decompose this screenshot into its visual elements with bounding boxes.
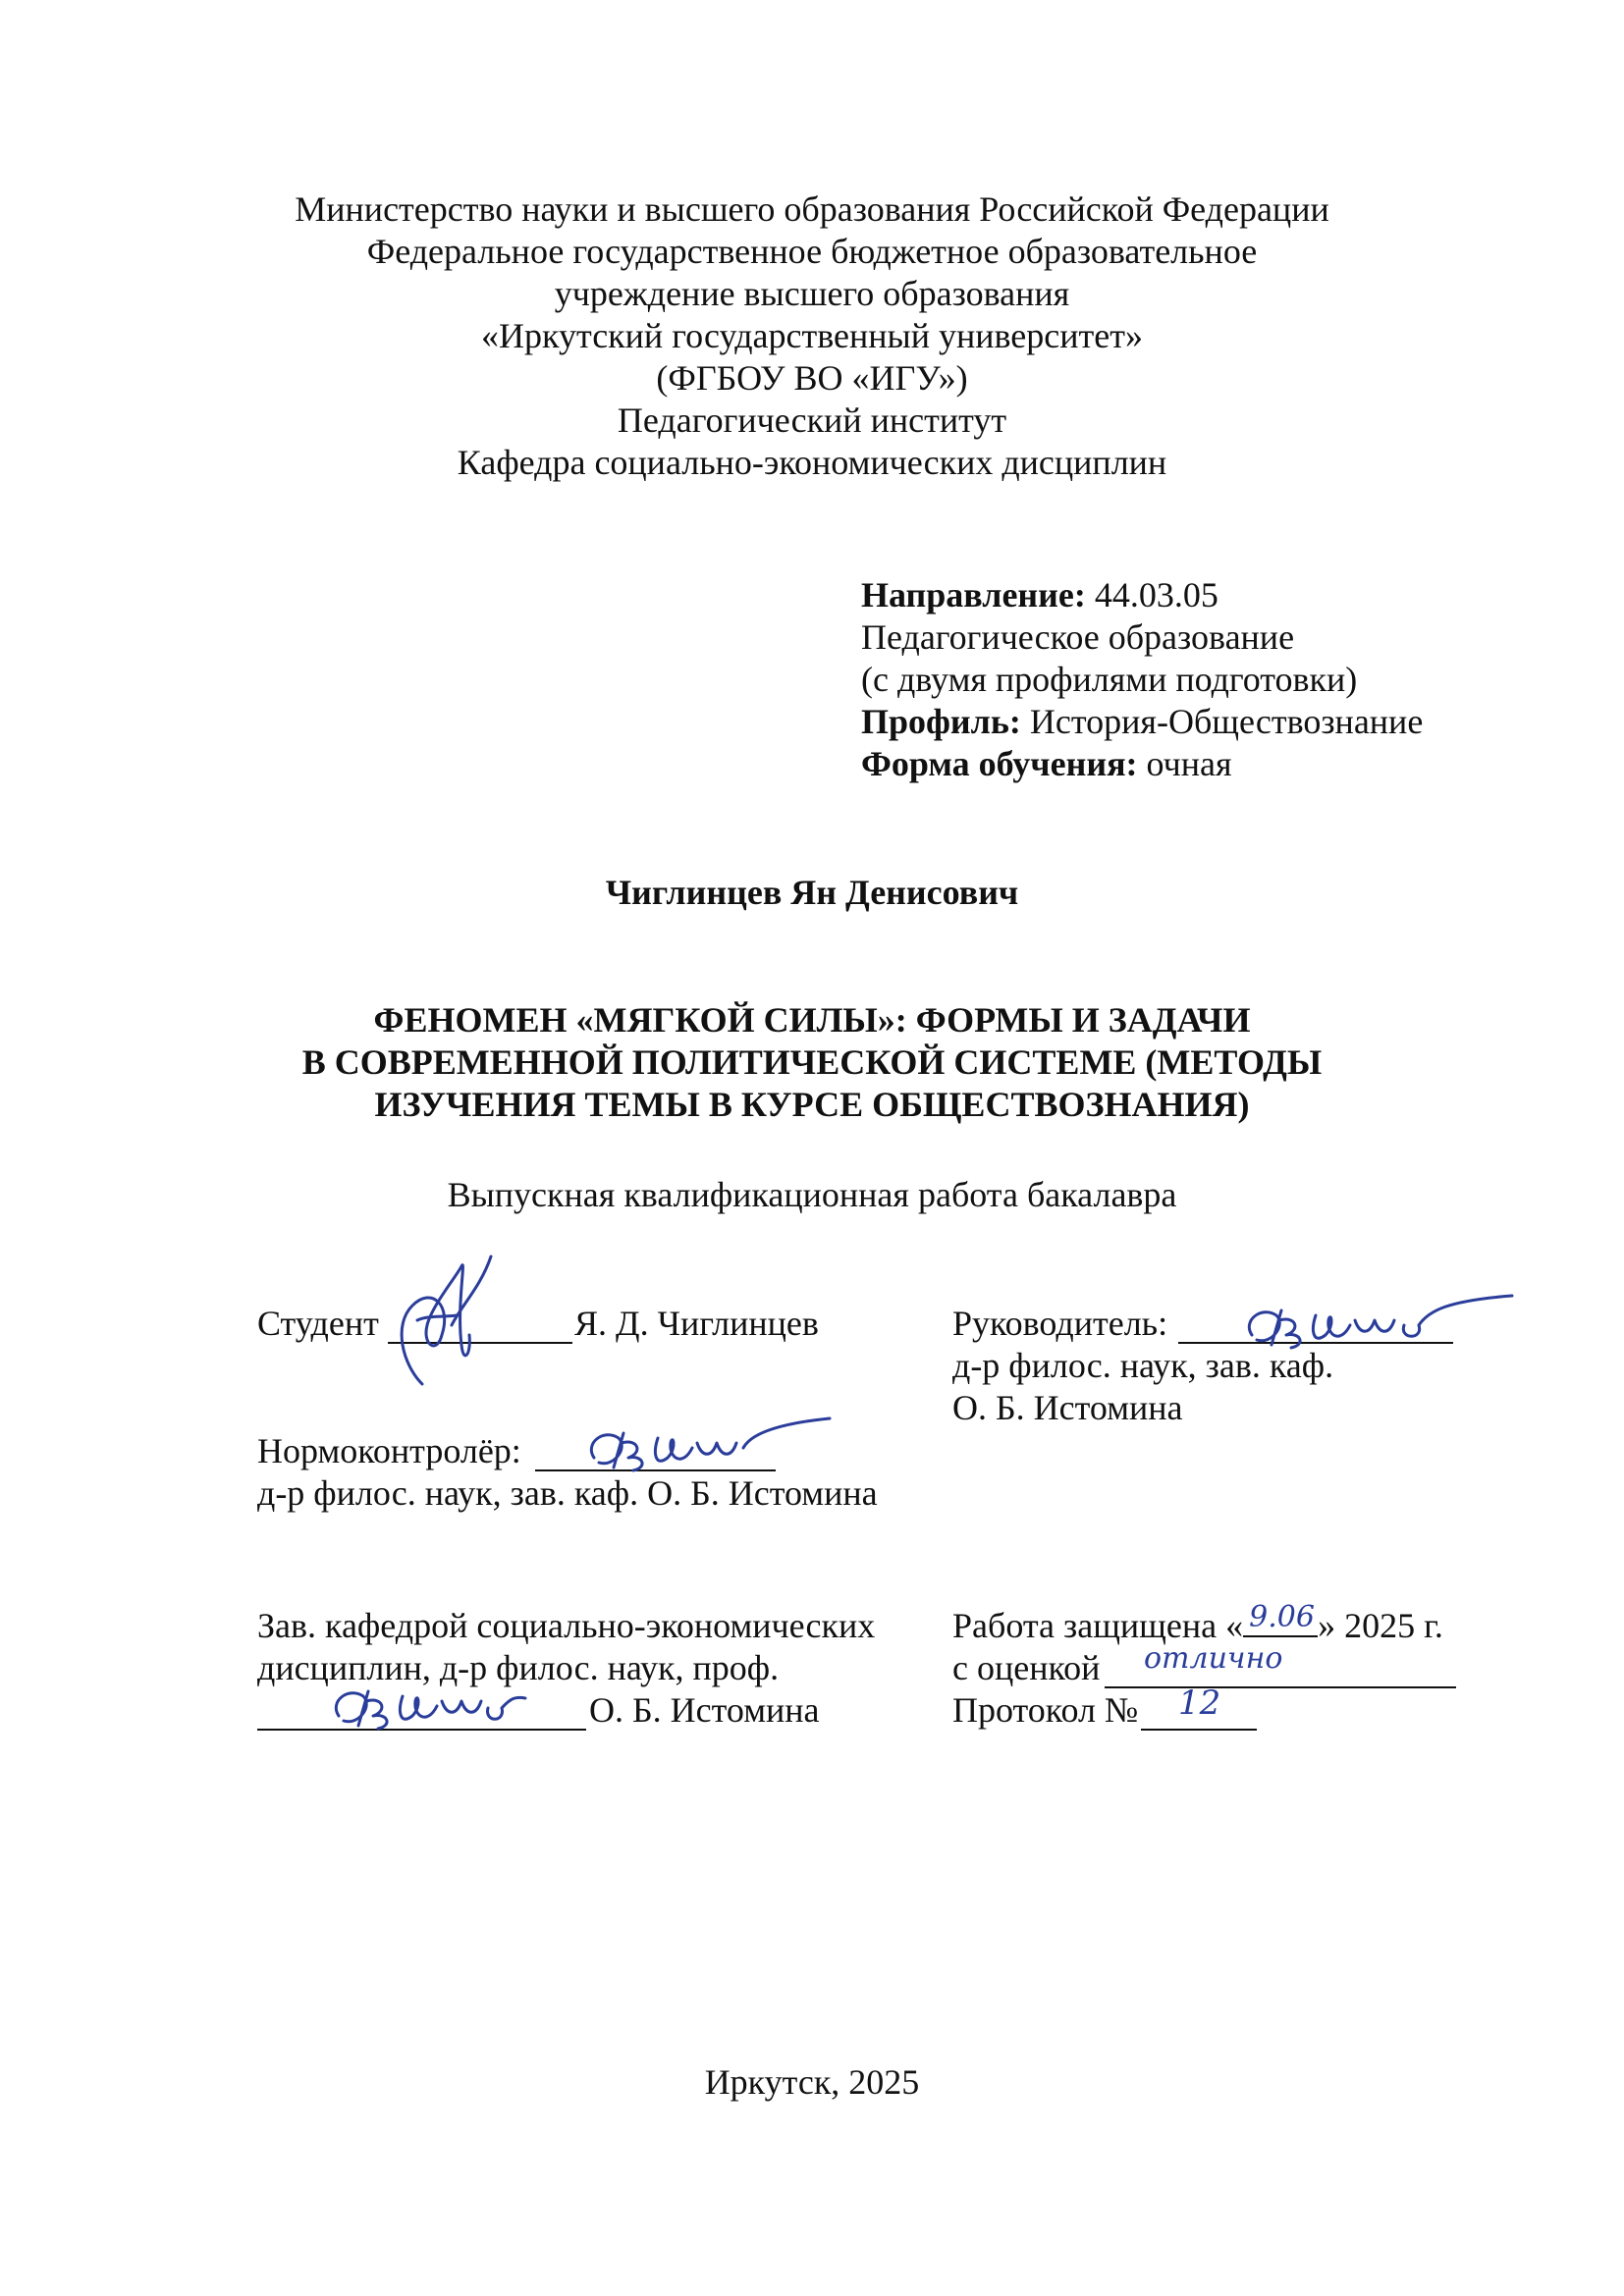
form-line (861, 743, 1232, 785)
header-department: Кафедра социально-экономических дисциплин (457, 443, 1167, 482)
head-line-2: дисциплин, д-р филос. наук, проф. (257, 1648, 780, 1687)
supervisor-name: О. Б. Истомина (952, 1388, 1183, 1427)
header-ministry: Министерство науки и высшего образования Российской Федерации (295, 189, 1329, 229)
header-abbr: (ФГБОУ ВО «ИГУ») (656, 358, 968, 398)
title-line-2: В СОВРЕМЕННОЙ ПОЛИТИЧЕСКОЙ СИСТЕМЕ (МЕТОДЫ (301, 1042, 1323, 1082)
defended-date-field (1243, 1600, 1318, 1637)
footer-city-year: Иркутск, 2025 (704, 2062, 920, 2102)
student-name: Я. Д. Чиглинцев (574, 1304, 819, 1343)
direction-name-2: (с двумя профилями подготовки) (861, 660, 1358, 699)
grade-label: с оценкой (952, 1648, 1101, 1687)
grade-value: отлично (1144, 1641, 1283, 1676)
protocol-line (1141, 1729, 1257, 1731)
head-signature (319, 1669, 565, 1742)
direction-name-1: Педагогическое образование (861, 617, 1295, 657)
supervisor-degree: д-р филос. наук, зав. каф. (952, 1346, 1334, 1385)
head-name: О. Б. Истомина (589, 1690, 820, 1730)
profile-value: История-Обществознание (1020, 702, 1424, 741)
defended-suffix: » 2025 г. (1318, 1606, 1443, 1645)
protocol-number: 12 (1178, 1683, 1221, 1723)
work-type: Выпускная квалификационная работа бакалавра (447, 1175, 1177, 1214)
normcontrol-label: Нормоконтролёр: (257, 1431, 521, 1470)
direction-code: 44.03.05 (1085, 575, 1218, 614)
title-line-1: ФЕНОМЕН «МЯГКОЙ СИЛЫ»: ФОРМЫ И ЗАДАЧИ (373, 1000, 1251, 1040)
direction-label: Направление: (861, 575, 1086, 614)
student-label: Студент (257, 1304, 379, 1343)
header-institute: Педагогический институт (617, 400, 1007, 440)
head-line-1: Зав. кафедрой социально-экономических (257, 1606, 876, 1645)
title-line-3: ИЗУЧЕНИЯ ТЕМЫ В КУРСЕ ОБЩЕСТВОЗНАНИЯ) (374, 1085, 1250, 1124)
defended-date: 9.06 (1249, 1600, 1315, 1634)
normcontrol-info: д-р филос. наук, зав. каф. О. Б. Истомина (257, 1473, 878, 1513)
supervisor-label: Руководитель: (952, 1304, 1168, 1343)
header-org-line1: Федеральное государственное бюджетное образовательное (366, 232, 1258, 271)
protocol-label: Протокол № (952, 1690, 1139, 1730)
grade-line (1105, 1686, 1456, 1688)
header-university: «Иркутский государственный университет» (481, 316, 1143, 355)
author-name: Чиглинцев Ян Денисович (605, 873, 1019, 912)
profile-label: Профиль: (861, 702, 1021, 741)
header-org-line2: учреждение высшего образования (554, 274, 1070, 313)
direction-line (861, 574, 1218, 616)
student-signature (363, 1247, 530, 1404)
profile-line (861, 701, 1423, 743)
form-value: очная (1137, 744, 1232, 783)
form-label: Форма обучения: (861, 744, 1138, 783)
defended-prefix: Работа защищена « (952, 1606, 1244, 1645)
